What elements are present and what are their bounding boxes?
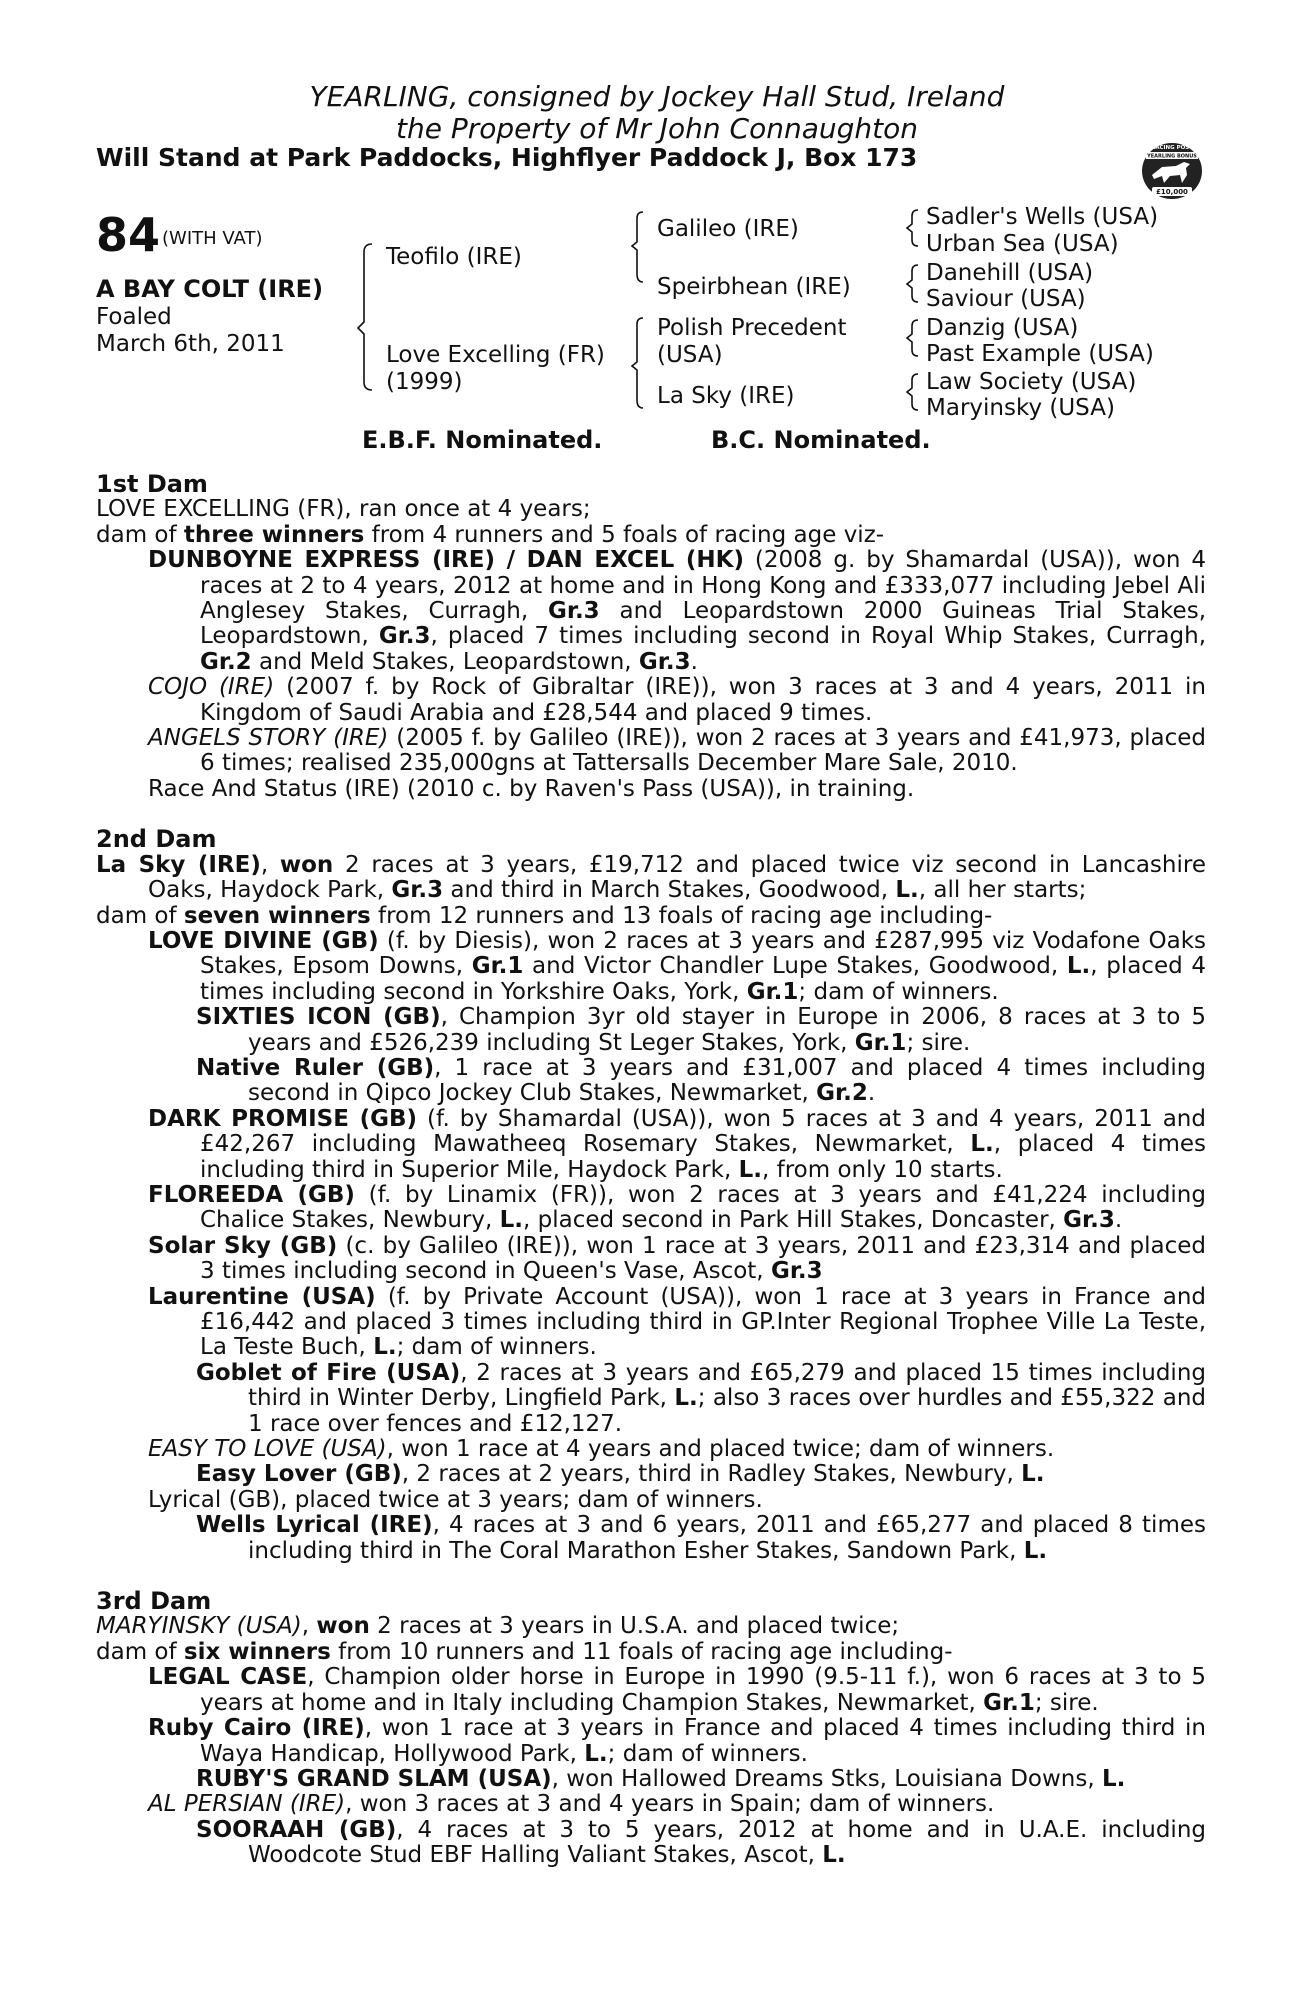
grand-produce-entry: Native Ruler (GB), 1 race at 3 years and £31,007 and placed 4 times including second in Qipco Jockey Club Stakes, Newmarket, Gr.2. bbox=[196, 1054, 1206, 1107]
dam-sire bbox=[657, 315, 846, 369]
ancestor-2: Urban Sea (USA) bbox=[926, 231, 1119, 257]
produce-entry: LOVE DIVINE (GB) (f. by Diesis), won 2 races at 3 years and £287,995 viz Vodafone Oaks Stakes, Epsom Downs, Gr.1 and Victor Chandler Lupe Stakes, Goodwood, L., placed 4 times including second in Yorkshire Oaks, York, Gr.1; dam of winners. bbox=[148, 927, 1207, 1005]
produce-entry: Ruby Cairo (IRE), won 1 race at 3 years in France and placed 4 times including third in Waya Handicap, Hollywood Park, L.; dam of winners. bbox=[148, 1715, 1206, 1767]
produce-entry: EASY TO LOVE (USA), won 1 race at 4 years and placed twice; dam of winners. bbox=[148, 1436, 1055, 1463]
dam-name: Love Excelling (FR) bbox=[386, 342, 605, 368]
produce-entry: LEGAL CASE, Champion older horse in Europe in 1990 (9.5-11 f.), won 6 races at 3 to 5 years at home and in Italy including Champion Stakes, Newmarket, Gr.1; sire. bbox=[148, 1664, 1206, 1716]
produce-entry: DUNBOYNE EXPRESS (IRE) / DAN EXCEL (HK) (2008 g. by Shamardal (USA)), won 4 races at 2 to 4 years, 2012 at home and in Hong Kong and £333,077 including Jebel Ali Anglesey Stakes, Curragh, Gr.3 and Leopardstown 2000 Guineas Trial Stakes, Leopardstown, Gr.3, placed 7 times including second in Royal Whip Stakes, Curragh, Gr.2 and Meld Stakes, Leopardstown, Gr.3. bbox=[148, 547, 1207, 675]
logo-top-text: RACING POST bbox=[1150, 145, 1194, 151]
dam bbox=[386, 342, 605, 396]
logo-mid-text: YEARLING BONUS bbox=[1147, 153, 1197, 160]
produce-entry: DARK PROMISE (GB) (f. by Shamardal (USA)), won 5 races at 3 and 4 years, 2011 and £42,267 including Mawatheeq Rosemary Stakes, Newmarket, L., placed 4 times including third in Superior Mile, Haydock Park, L., from only 10 starts. bbox=[148, 1105, 1206, 1183]
second-dam-heading: 2nd Dam bbox=[96, 825, 217, 854]
sire: Teofilo (IRE) bbox=[386, 244, 522, 270]
grand-produce-entry: Easy Lover (GB), 2 races at 2 years, third in Radley Stakes, Newbury, L. bbox=[196, 1461, 1045, 1488]
grand-produce-entry: RUBY'S GRAND SLAM (USA), won Hallowed Dreams Stks, Louisiana Downs, L. bbox=[196, 1765, 1126, 1792]
ancestor-5: Danzig (USA) bbox=[926, 315, 1079, 341]
ancestor-7: Law Society (USA) bbox=[926, 369, 1137, 395]
consignor-line: YEARLING, consigned by Jockey Hall Stud, Ireland bbox=[309, 80, 1005, 113]
ebf-nominated: E.B.F. Nominated. bbox=[362, 426, 603, 454]
third-dam-line: MARYINSKY (USA), won 2 races at 3 years in U.S.A. and placed twice; bbox=[96, 1613, 900, 1640]
dam-dam: La Sky (IRE) bbox=[657, 383, 795, 409]
dam-sire-name: Polish Precedent bbox=[657, 315, 847, 341]
foal-date: March 6th, 2011 bbox=[96, 331, 285, 357]
third-dam-produce: dam of six winners from 10 runners and 11 foals of racing age including- bbox=[96, 1638, 953, 1665]
sire-sire: Galileo (IRE) bbox=[657, 216, 799, 242]
ancestor-1: Sadler's Wells (USA) bbox=[926, 204, 1159, 230]
produce-entry: Solar Sky (GB) (c. by Galileo (IRE)), won 1 race at 3 years, 2011 and £23,314 and placed 3 times including second in Queen's Vase, Ascot, Gr.3 bbox=[148, 1232, 1206, 1285]
sire-dam: Speirbhean (IRE) bbox=[657, 274, 851, 300]
third-dam-heading: 3rd Dam bbox=[96, 1587, 212, 1616]
dam-sire-country: (USA) bbox=[657, 342, 723, 368]
ancestor-4: Saviour (USA) bbox=[926, 286, 1086, 312]
dam-records bbox=[96, 472, 1206, 1869]
logo-amount-text: £10,000 bbox=[1156, 188, 1188, 196]
property-line: the Property of Mr John Connaughton bbox=[395, 112, 919, 145]
second-dam-line: La Sky (IRE), won 2 races at 3 years, £19,712 and placed twice viz second in Lancashire Oaks, Haydock Park, Gr.3 and third in March Stakes, Goodwood, L., all her starts; bbox=[96, 851, 1206, 904]
foaled-label: Foaled bbox=[96, 304, 172, 330]
grand-produce-entry: SIXTIES ICON (GB), Champion 3yr old stayer in Europe in 2006, 8 races at 3 to 5 years and £526,239 including St Leger Stakes, York, Gr.1; sire. bbox=[196, 1004, 1206, 1056]
first-dam-produce: dam of three winners from 4 runners and 5 foals of racing age viz- bbox=[96, 521, 885, 548]
ancestor-8: Maryinsky (USA) bbox=[926, 395, 1115, 421]
vat-note: (WITH VAT) bbox=[162, 228, 263, 249]
produce-entry: FLOREEDA (GB) (f. by Linamix (FR)), won 2 races at 3 years and £41,224 including Chalice Stakes, Newbury, L., placed second in Park Hill Stakes, Doncaster, Gr.3. bbox=[148, 1181, 1206, 1234]
produce-entry: Race And Status (IRE) (2010 c. by Raven's Pass (USA)), in training. bbox=[148, 775, 915, 802]
produce-entry: ANGELS STORY (IRE) (2005 f. by Galileo (IRE)), won 2 races at 3 years and £41,973, placed 6 times; realised 235,000gns at Tattersalls December Mare Sale, 2010. bbox=[148, 725, 1206, 777]
stabling-line: Will Stand at Park Paddocks, Highflyer Paddock J, Box 173 bbox=[96, 143, 918, 172]
produce-entry: COJO (IRE) (2007 f. by Rock of Gibraltar (IRE)), won 3 races at 3 and 4 years, 2011 in Kingdom of Saudi Arabia and £28,544 and placed 9 times. bbox=[148, 674, 1206, 726]
bc-nominated: B.C. Nominated. bbox=[711, 426, 931, 454]
first-dam-heading: 1st Dam bbox=[96, 470, 208, 498]
grand-produce-entry: SOORAAH (GB), 4 races at 3 to 5 years, 2012 at home and in U.A.E. including Woodcote Stud EBF Halling Valiant Stakes, Ascot, L. bbox=[196, 1816, 1206, 1869]
ancestor-6: Past Example (USA) bbox=[926, 341, 1154, 367]
dam-year: (1999) bbox=[386, 369, 463, 395]
lot-number: 84 bbox=[96, 208, 161, 262]
second-dam-produce: dam of seven winners from 12 runners and 13 foals of racing age including- bbox=[96, 902, 993, 929]
grand-produce-entry: Goblet of Fire (USA), 2 races at 3 years and £65,279 and placed 15 times including third in Winter Derby, Lingfield Park, L.; also 3 races over hurdles and £55,322 and 1 race over fences and £12,127. bbox=[196, 1359, 1206, 1437]
produce-entry: AL PERSIAN (IRE), won 3 races at 3 and 4 years in Spain; dam of winners. bbox=[148, 1791, 995, 1818]
grand-produce-entry: Wells Lyrical (IRE), 4 races at 3 and 6 years, 2011 and £65,277 and placed 8 times including third in The Coral Marathon Esher Stakes, Sandown Park, L. bbox=[196, 1512, 1206, 1564]
lot-description: A BAY COLT (IRE) bbox=[96, 275, 324, 303]
produce-entry: Lyrical (GB), placed twice at 3 years; dam of winners. bbox=[148, 1486, 763, 1513]
first-dam-line: LOVE EXCELLING (FR), ran once at 4 years; bbox=[96, 496, 591, 523]
produce-entry: Laurentine (USA) (f. by Private Account (USA)), won 1 race at 3 years in France and £16,442 and placed 3 times including third in GP.Inter Regional Trophee Ville La Teste, La Teste Buch, L.; dam of winners. bbox=[148, 1283, 1206, 1361]
ancestor-3: Danehill (USA) bbox=[926, 260, 1094, 286]
